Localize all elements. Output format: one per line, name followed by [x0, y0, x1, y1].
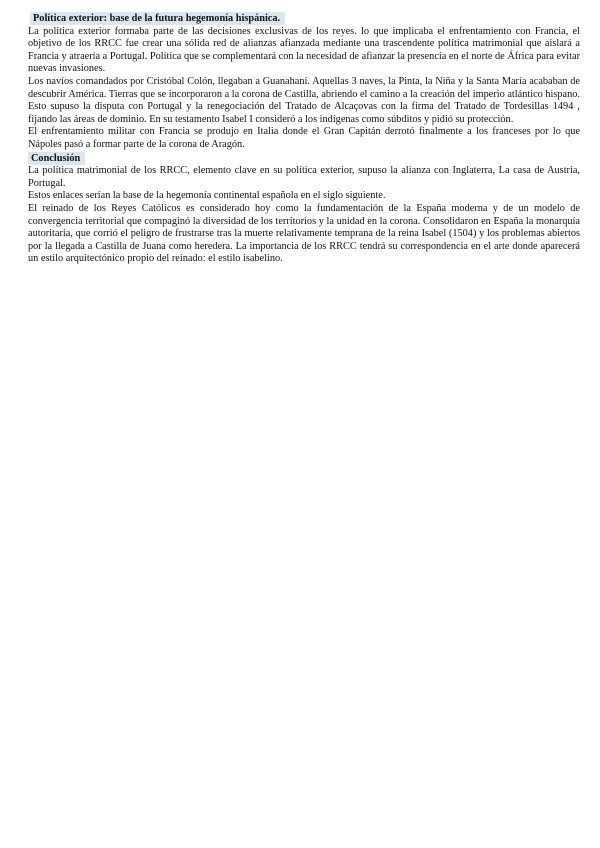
paragraph-colon-discovery: Los navíos comandados por Cristóbal Colón, llegaban a Guanahaní. Aquellas 3 naves, la Pinta, la Niña y la Santa María acababan de descubrir América. Tierras que se incorporaron a la corona de Castilla, abriendo el camino a la creación del imperio atlántico hispano. Esto supuso la disputa con Portugal y la renegociación del Tratado de Alcaçovas con la firma del Tratado de Tordesillas 1494 , fijando las áreas de dominio. En su testamento Isabel I consideró a los indígenas como súbditos y pidió su protección. — [28, 75, 580, 125]
paragraph-italy-conflict: El enfrentamiento militar con Francia se produjo en Italia donde el Gran Capitán derrotó finalmente a los franceses por lo que Nápoles pasó a formar parte de la corona de Aragón. — [28, 126, 580, 150]
paragraph-marriage-policy: La política matrimonial de los RRCC, elemento clave en su política exterior, supuso la alianza con Inglaterra, La casa de Austria, Portugal. — [28, 165, 580, 189]
section-heading-foreign-policy: Política exterior: base de la futura hegemonía hispánica. — [30, 12, 285, 25]
paragraph-reign-summary: El reinado de los Reyes Católicos es considerado hoy como la fundamentación de la España moderna y de un modelo de convergencia territorial que compaginó la diversidad de los territorios y la unidad en la corona. Consolidaron en España la monarquía autoritaria, que corrió el peligro de frustrarse tras la muerte relativamente temprana de la reina Isabel (1504) y los problemas abiertos por la llegada a Castilla de Juana como heredera. La importancia de los RRCC tendrá su correspondencia en el arte donde aparecerá un estilo arquitectónico propio del reinado: el estilo isabelino. — [28, 202, 580, 265]
section-heading-conclusion: Conclusión — [28, 152, 85, 165]
paragraph-foreign-policy-intro: La política exterior formaba parte de las decisiones exclusivas de los reyes. lo que implicaba el enfrentamiento con Francia, el objetivo de los RRCC fue crear una sólida red de alianzas afianzada mediante una trascendente política matrimonial que aislará a Francia y atraería a Portugal. Política que se complementará con la necesidad de afianzar la presencia en el norte de África para evitar nuevas invasiones. — [28, 25, 580, 75]
document-page — [28, 12, 580, 266]
paragraph-hegemony: Estos enlaces serían la base de la hegemonía continental española en el siglo siguiente. — [28, 190, 386, 202]
